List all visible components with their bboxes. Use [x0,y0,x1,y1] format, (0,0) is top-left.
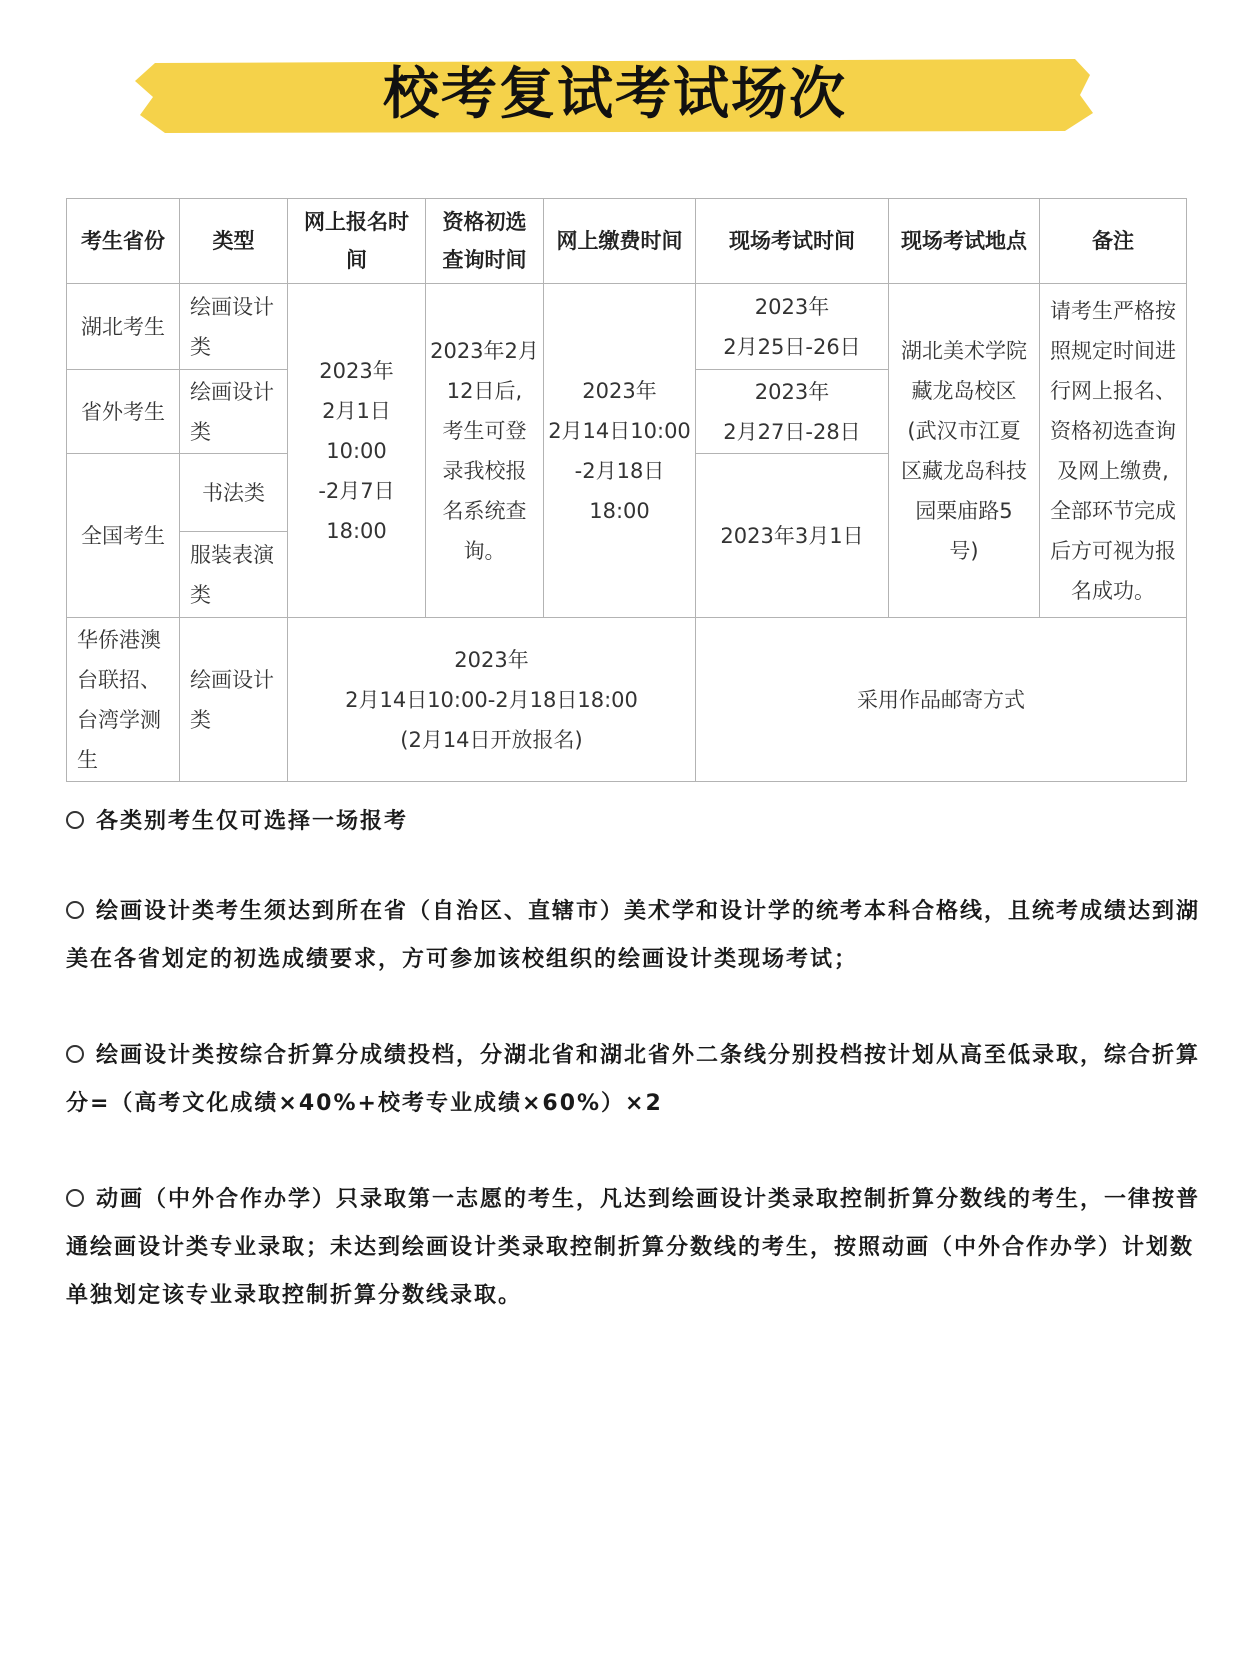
cell-province-hubei: 湖北考生 [67,284,180,370]
cell-exam-location: 湖北美术学院 藏龙岛校区 (武汉市江夏 区藏龙岛科技 园栗庙路5 号) [889,284,1040,618]
header-type: 类型 [180,199,288,284]
table-header-row [67,199,1187,284]
page-title: 校考复试考试场次 [383,62,847,127]
note-text: 绘画设计类按综合折算分成绩投档，分湖北省和湖北省外二条线分别投档按计划从高至低录取，综合折算分=（高考文化成绩×40%+校考专业成绩×60%）×2 [66,1043,1201,1116]
header-exam-location: 现场考试地点 [889,199,1040,284]
header-remark: 备注 [1040,199,1187,284]
note-item [66,888,1206,984]
note-text: 动画（中外合作办学）只录取第一志愿的考生，凡达到绘画设计类录取控制折算分数线的考生，一律按普通绘画设计类专业录取；未达到绘画设计类录取控制折算分数线的考生，按照动画（中外合作办学）计划数单独划定该专业录取控制折算分数线录取。 [66,1187,1201,1308]
circle-bullet-icon [66,811,84,829]
cell-exam-time-national: 2023年3月1日 [696,454,889,618]
header-exam-time: 现场考试时间 [696,199,889,284]
table-row [67,284,1187,370]
circle-bullet-icon [66,1045,84,1063]
cell-type-other: 绘画设计 类 [180,370,288,454]
cell-province-other: 省外考生 [67,370,180,454]
cell-exam-method-overseas: 采用作品邮寄方式 [696,618,1187,782]
cell-type-overseas: 绘画设计 类 [180,618,288,782]
cell-query-time: 2023年2月 12日后, 考生可登 录我校报 名系统查 询。 [426,284,544,618]
cell-exam-time-hubei: 2023年 2月25日-26日 [696,284,889,370]
cell-payment-time: 2023年 2月14日10:00 -2月18日 18:00 [544,284,696,618]
cell-remark: 请考生严格按 照规定时间进 行网上报名、 资格初选查询 及网上缴费, 全部环节完成 后方可视为报 名成功。 [1040,284,1187,618]
note-item [66,1032,1206,1128]
note-text: 各类别考生仅可选择一场报考 [96,809,409,834]
note-text: 绘画设计类考生须达到所在省（自治区、直辖市）美术学和设计学的统考本科合格线，且统考成绩达到湖美在各省划定的初选成绩要求，方可参加该校组织的绘画设计类现场考试； [66,899,1201,972]
cell-type-fashion: 服装表演 类 [180,532,288,618]
exam-schedule-table [66,198,1186,782]
cell-registration-time: 2023年 2月1日10:00 -2月7日 18:00 [288,284,426,618]
circle-bullet-icon [66,1189,84,1207]
title-banner [135,55,1095,135]
note-item [66,1176,1206,1320]
header-registration-time: 网上报名时 间 [288,199,426,284]
cell-province-overseas: 华侨港澳 台联招、 台湾学测 生 [67,618,180,782]
cell-type-calligraphy: 书法类 [180,454,288,532]
cell-type-hubei: 绘画设计 类 [180,284,288,370]
cell-registration-overseas: 2023年 2月14日10:00-2月18日18:00 (2月14日开放报名) [288,618,696,782]
cell-exam-time-other: 2023年 2月27日-28日 [696,370,889,454]
cell-province-national: 全国考生 [67,454,180,618]
table-row [67,618,1187,782]
note-item [66,798,1206,846]
header-query-time: 资格初选 查询时间 [426,199,544,284]
header-payment-time: 网上缴费时间 [544,199,696,284]
header-province: 考生省份 [67,199,180,284]
circle-bullet-icon [66,901,84,919]
